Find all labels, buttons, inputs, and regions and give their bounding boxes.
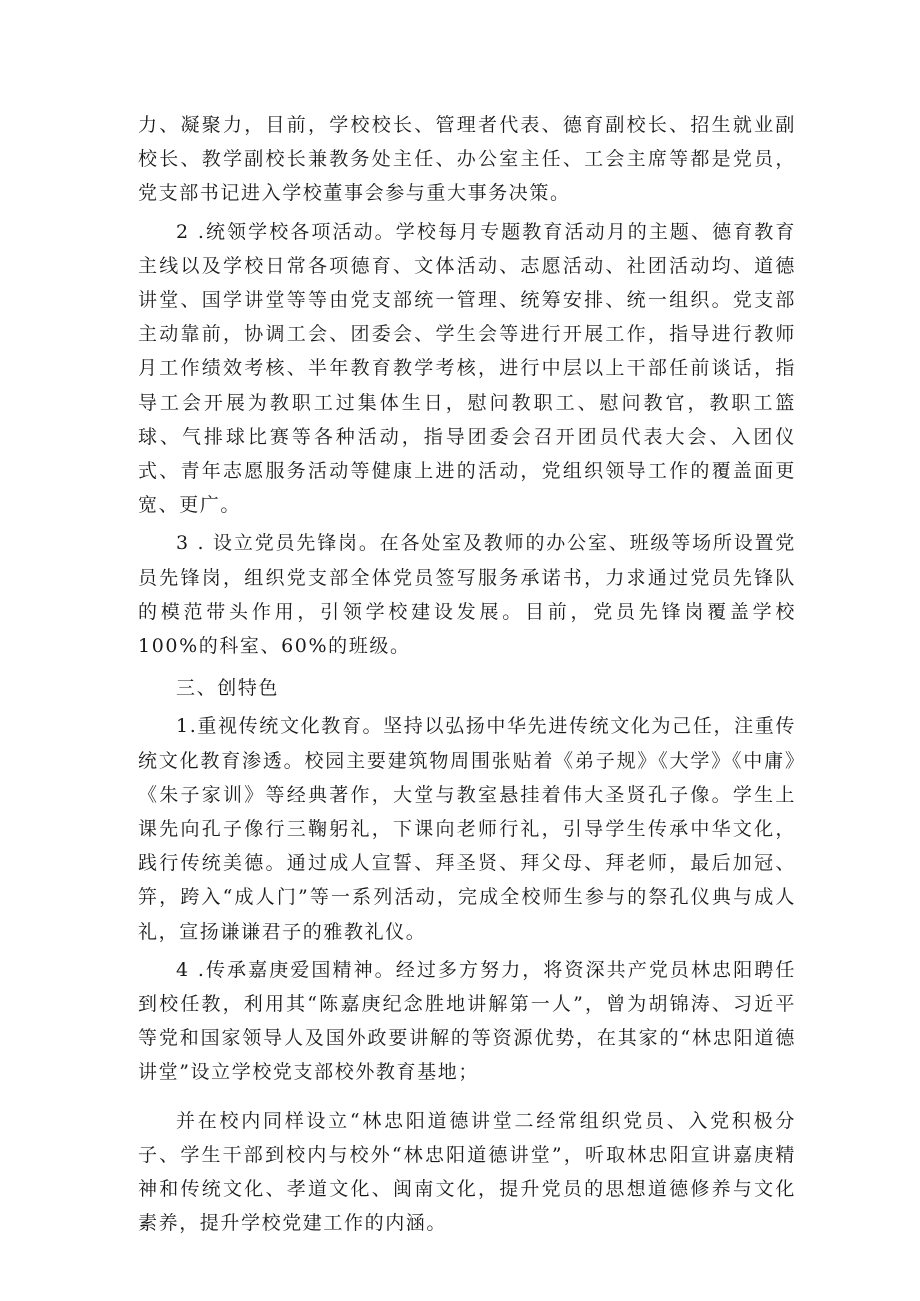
paragraph-item-4: 4 .传承嘉庚爱国精神。经过多方努力，将资深共产党员林忠阳聘任到校任教，利用其“陈嘉庚纪念胜地讲解第一人”，曾为胡锦涛、习近平等党和国家领导人及国外政要讲解的等资源优势，在其家的“林忠阳道德讲堂”设立学校党支部校外教育基地；: [138, 958, 796, 1084]
paragraph-continued: 力、凝聚力，目前，学校校长、管理者代表、德育副校长、招生就业副校长、教学副校长兼教务处主任、办公室主任、工会主席等都是党员，党支部书记进入学校董事会参与重大事务决策。: [138, 114, 796, 205]
section-heading: 三、创特色: [176, 677, 280, 700]
paragraph-item-2: 2 .统领学校各项活动。学校每月专题教育活动月的主题、德育教育主线以及学校日常各项德育、文体活动、志愿活动、社团活动均、道德讲堂、国学讲堂等等由党支部统一管理、统筹安排、统一组织。党支部主动靠前，协调工会、团委会、学生会等进行开展工作，指导进行教师月工作绩效考核、半年教育教学考核，进行中层以上干部任前谈话，指导工会开展为教职工过集体生日，慰问教职工、慰问教官，教职工篮球、气排球比赛等各种活动，指导团委会召开团员代表大会、入团仪式、青年志愿服务活动等健康上进的活动，党组织领导工作的覆盖面更宽、更广。: [138, 220, 796, 517]
paragraph-item-1: 1.重视传统文化教育。坚持以弘扬中华先进传统文化为己任，注重传统文化教育渗透。校园主要建筑物周围张贴着《弟子规》《大学》《中庸》《朱子家训》等经典著作，大堂与教室悬挂着伟大圣贤孔子像。学生上课先向孔子像行三鞠躬礼，下课向老师行礼，引导学生传承中华文化，践行传统美德。通过成人宣誓、拜圣贤、拜父母、拜老师，最后加冠、笄，跨入“成人门”等一系列活动，完成全校师生参与的祭孔仪典与成人礼，宣扬谦谦君子的雅教礼仪。: [138, 715, 796, 943]
paragraph-continuation: 并在校内同样设立“林忠阳道德讲堂二经常组织党员、入党积极分子、学生干部到校内与校外“林忠阳道德讲堂”，听取林忠阳宣讲嘉庚精神和传统文化、孝道文化、闽南文化，提升党员的思想道德修养与文化素养，提升学校党建工作的内涵。: [138, 1109, 796, 1235]
document-page: [138, 108, 796, 1241]
paragraph-item-3: 3 . 设立党员先锋岗。在各处室及教师的办公室、班级等场所设置党员先锋岗，组织党支部全体党员签写服务承诺书，力求通过党员先锋队的模范带头作用，引领学校建设发展。目前，党员先锋岗覆盖学校100%的科室、60%的班级。: [138, 532, 796, 658]
